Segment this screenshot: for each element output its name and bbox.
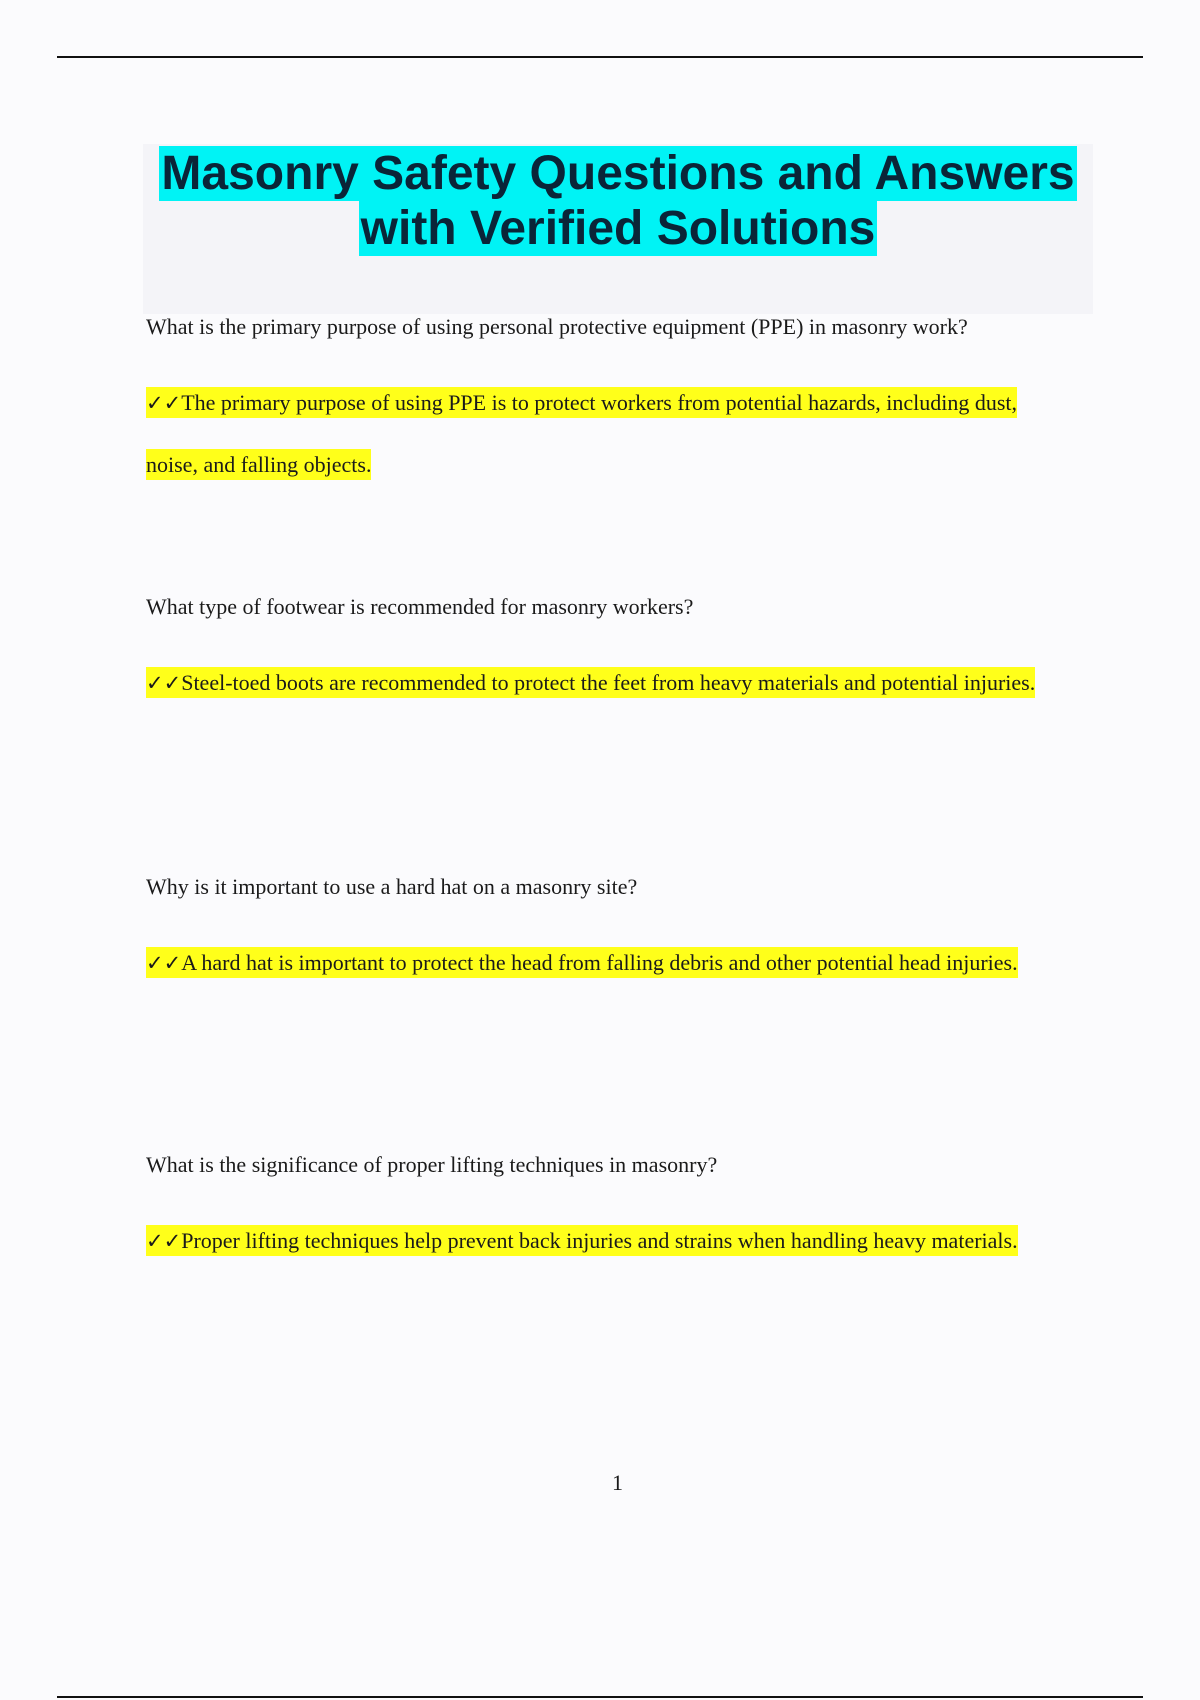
title-line-2: with Verified Solutions (360, 202, 876, 255)
question-4: What is the significance of proper lifting techniques in masonry? (146, 1152, 718, 1177)
question-2: What type of footwear is recommended for masonry workers? (146, 594, 694, 619)
qa-item-4 (146, 1138, 1076, 1272)
qa-item-3 (146, 860, 1076, 994)
answer-2 (146, 652, 1071, 714)
check-icon: ✓✓ (146, 391, 182, 415)
answer-4 (146, 1210, 1071, 1272)
footer-rule (57, 1696, 1143, 1698)
answer-1-text: The primary purpose of using PPE is to protect workers from potential hazards, including dust, noise, and falling objects. (146, 390, 1018, 477)
check-icon: ✓✓ (146, 671, 182, 695)
title-line-1: Masonry Safety Questions and Answers (161, 147, 1075, 200)
answer-3 (146, 932, 1071, 994)
question-1: What is the primary purpose of using personal protective equipment (PPE) in masonry work? (146, 314, 968, 339)
answer-1 (146, 372, 1071, 495)
answer-2-text: Steel-toed boots are recommended to protect the feet from heavy materials and potential injuries. (181, 670, 1036, 695)
header-rule (57, 56, 1143, 58)
check-icon: ✓✓ (146, 1229, 182, 1253)
qa-item-2 (146, 580, 1076, 714)
check-icon: ✓✓ (146, 951, 182, 975)
qa-item-1 (146, 300, 1076, 495)
answer-4-text: Proper lifting techniques help prevent back injuries and strains when handling heavy materials. (181, 1228, 1018, 1253)
answer-3-text: A hard hat is important to protect the head from falling debris and other potential head injuries. (181, 950, 1018, 975)
page-number: 1 (612, 1470, 623, 1495)
question-3: Why is it important to use a hard hat on a masonry site? (146, 874, 638, 899)
title-block (143, 144, 1093, 314)
